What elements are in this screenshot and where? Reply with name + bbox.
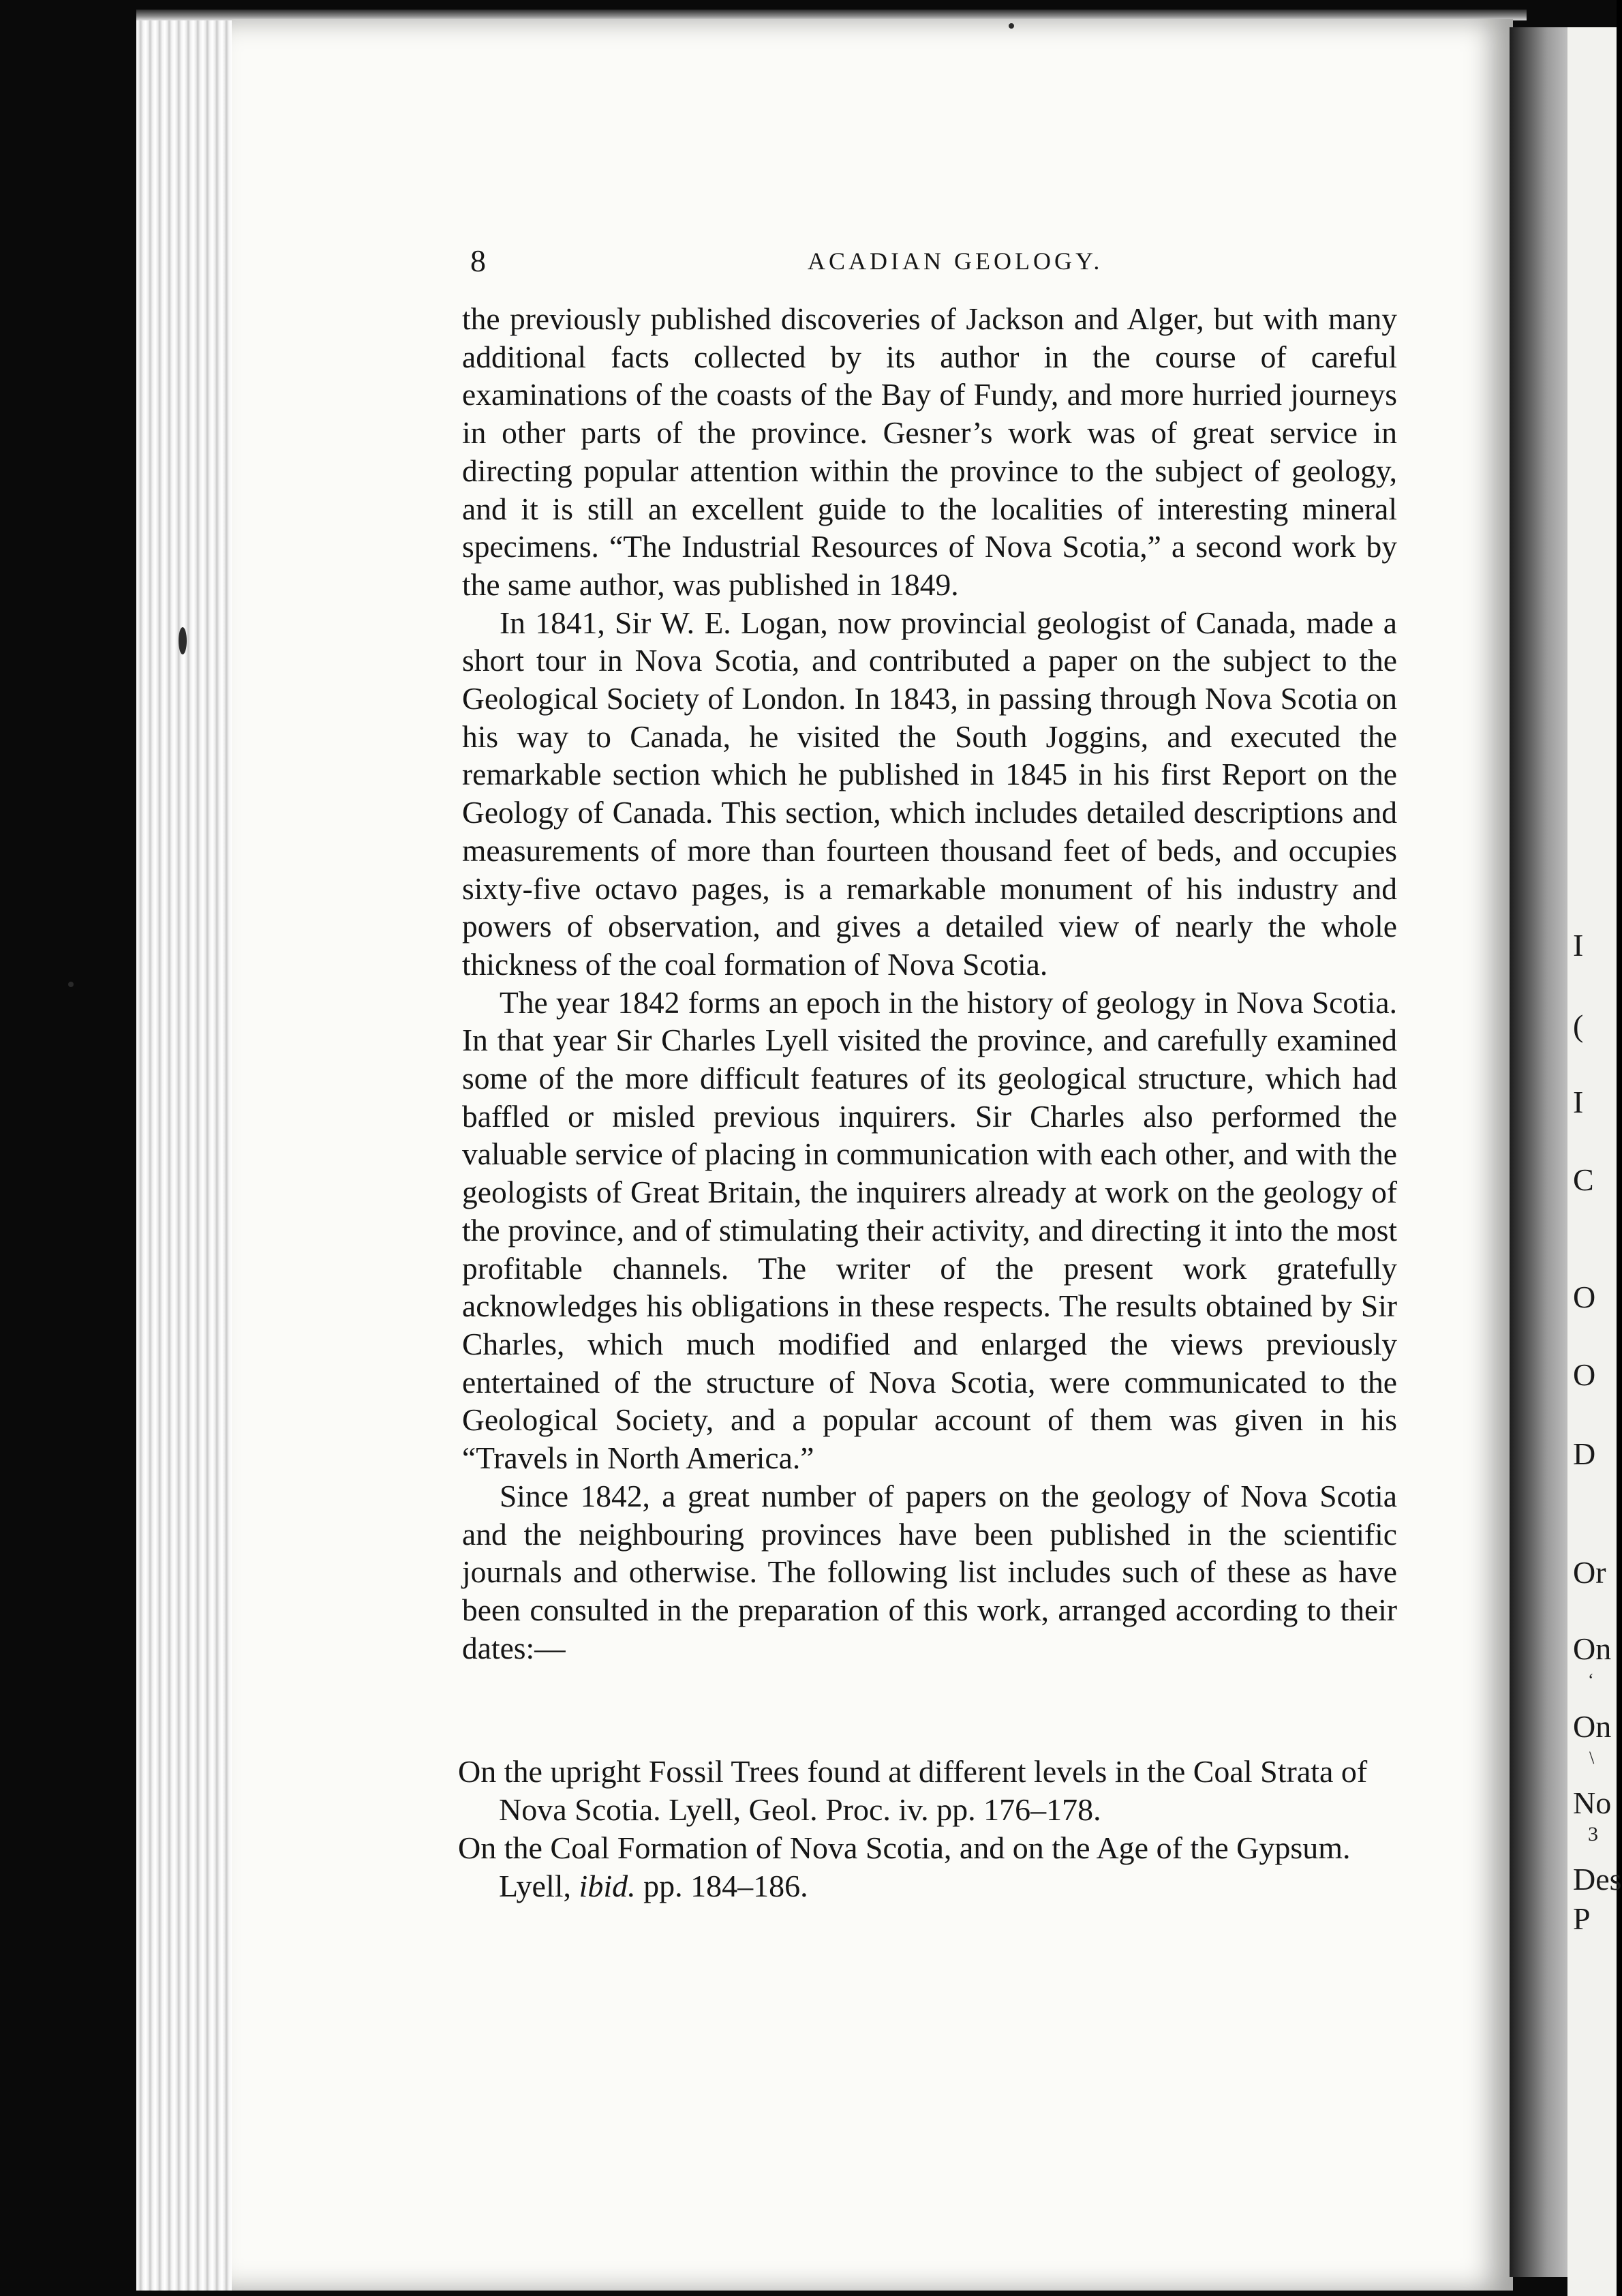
paragraph: the previously published discoveries of Jackson and Alger, but with many additional facts collected by its author in the course of careful examinations of the coasts of the Bay of Fundy, and more hurried journeys in other parts of the province. Gesner’s work was of great service in directing popular attention within the province to the subject of geology, and it is still an excellent guide to the localities of interesting mineral specimens. “The Industrial Resources of Nova Scotia,” a second work by the same author, was published in 1849.	[462, 301, 1397, 602]
facing-page-letter: No	[1573, 1785, 1612, 1820]
facing-page-letter: 3	[1588, 1823, 1598, 1845]
paragraph: The year 1842 forms an epoch in the history of geology in Nova Scotia. In that year Sir Charles Lyell visited the province, and carefully examined some of the more difficult features of its geological structure, which had baffled or misled previous inquirers. Sir Charles also performed the valuable service of placing in communication with each other, and with the geologists of Great Britain, the inquirers already at work on the geology of the province, and of stimulating their activity, and directing it into the most profitable channels. The writer of the present work gratefully acknowledges his obligations in these respects. The results obtained by Sir Charles, which much modified and enlarged the views previously entertained of the structure of Nova Scotia, were communicated to the Geological Society, and a popular account of them was given in his “Travels in North America.”	[462, 984, 1397, 1476]
facing-page-letter: On	[1573, 1631, 1612, 1666]
facing-page-letter: Des	[1573, 1862, 1622, 1897]
facing-page-letter: \	[1589, 1748, 1595, 1768]
facing-page-letter: On	[1573, 1709, 1612, 1744]
reference-text: On the Coal Formation of Nova Scotia, and on the Age of the Gypsum. Lyell,	[458, 1830, 1351, 1903]
facing-page-letter: (	[1573, 1008, 1584, 1043]
reference-item: On the upright Fossil Trees found at different levels in the Coal Strata of Nova Scotia. Lyell, Geol. Proc. iv. pp. 176–178.	[458, 1754, 1368, 1827]
facing-page-letter: I	[1573, 1085, 1584, 1119]
paragraph: In 1841, Sir W. E. Logan, now provincial geologist of Canada, made a short tour in Nova Scotia, and contributed a paper on the subject to the Geological Society of London. In 1843, in passing through Nova Scotia on his way to Canada, he visited the South Joggins, and executed the remarkable section which he published in 1845 in his first Report on the Geology of Canada. This section, which includes detailed descriptions and measurements of more than fourteen thousand feet of beds, and occupies sixty-five octavo pages, is a remarkable monument of his industry and powers of observation, and gives a detailed view of nearly the whole thickness of the coal formation of Nova Scotia.	[462, 605, 1397, 982]
page-number: 8	[470, 243, 486, 278]
facing-page-letter: P	[1573, 1901, 1591, 1936]
body-text	[462, 300, 1397, 1667]
facing-page-letter: D	[1573, 1436, 1596, 1471]
facing-page-letter: C	[1573, 1162, 1594, 1197]
reference-item	[458, 1829, 1402, 1905]
reference-list	[458, 1753, 1402, 1905]
facing-page-letter: Or	[1573, 1555, 1606, 1590]
paragraph: Since 1842, a great number of papers on the geology of Nova Scotia and the neighbouring provinces have been published in the scientific journals and otherwise. The following list includes such of these as have been consulted in the preparation of this work, arranged according to their dates:—	[462, 1478, 1397, 1665]
reference-italic-text: ibid.	[579, 1869, 636, 1903]
facing-page-letter: O	[1573, 1280, 1596, 1314]
running-head	[470, 243, 1407, 284]
reference-text: pp. 184–186.	[635, 1869, 808, 1903]
facing-page-letter: I	[1573, 928, 1584, 963]
running-title: ACADIAN GEOLOGY.	[808, 247, 1103, 275]
facing-page-letter: O	[1573, 1357, 1596, 1392]
facing-page-letter: ‘	[1588, 1670, 1594, 1690]
